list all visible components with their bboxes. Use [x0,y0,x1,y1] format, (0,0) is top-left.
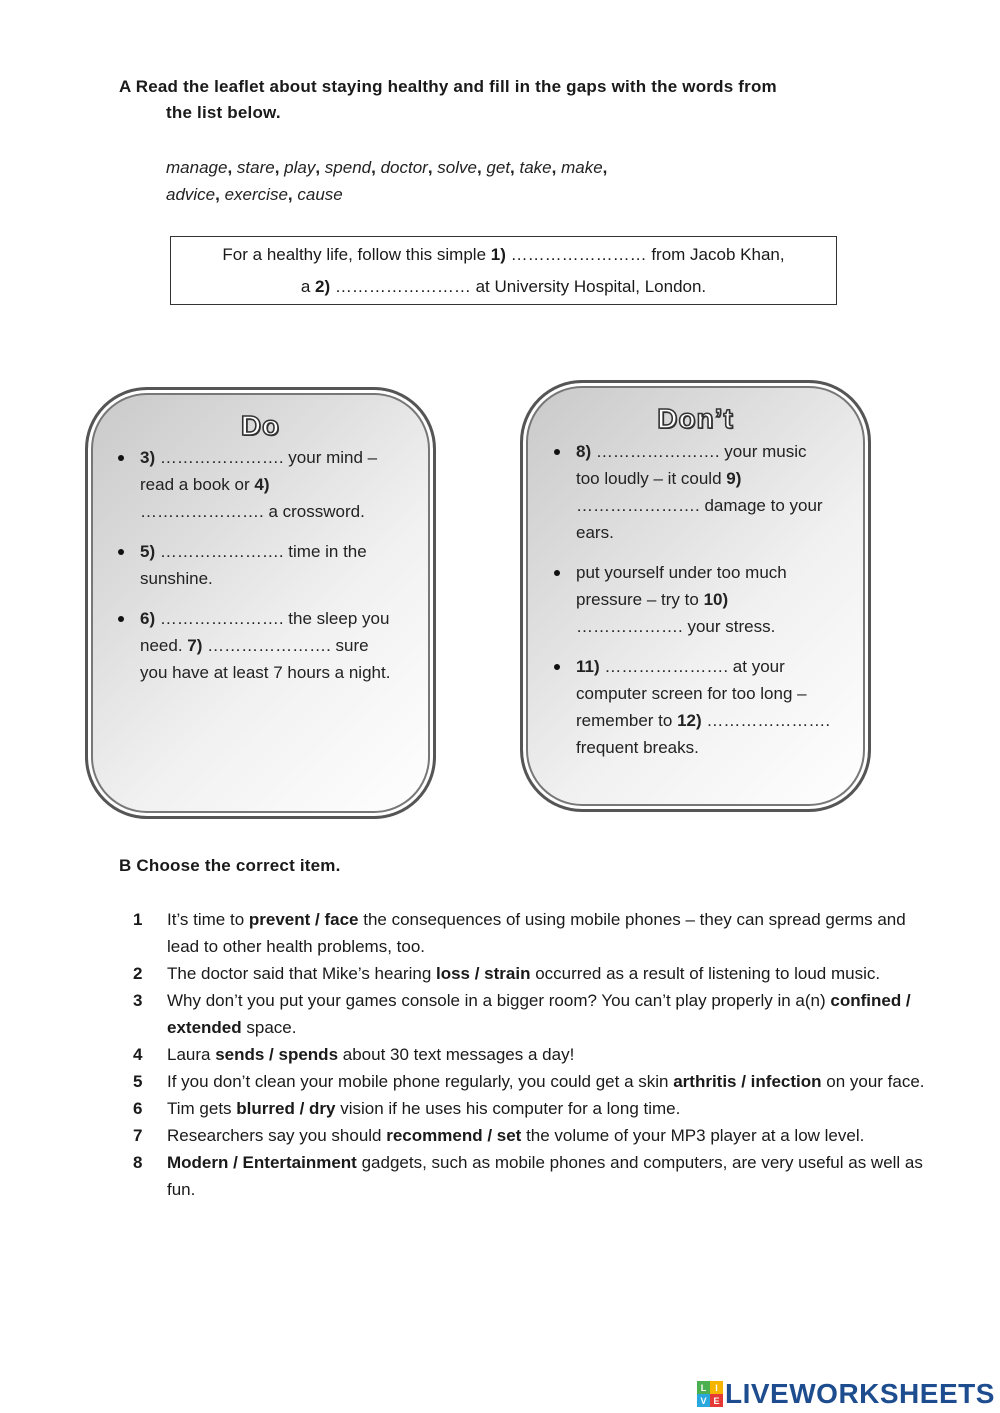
gap-3[interactable]: …………………. your mind – read a book or [140,448,378,494]
do-card-title: Do [240,410,281,441]
word-item: manage [166,158,228,177]
choice-options[interactable]: blurred / dry [236,1099,336,1118]
gap-number: 2) [315,277,331,296]
word-item: solve [437,158,477,177]
list-item: 3) …………………. your mind – read a book or 4) …………………. a crossword. [116,444,396,525]
list-item: put yourself under too much pressure – try to 10) ………………. your stress. [552,559,832,640]
list-item: 5) …………………. time in the sunshine. [116,538,396,592]
choice-options[interactable]: loss / strain [436,964,531,983]
word-item: make [561,158,603,177]
word-item: take [519,158,552,177]
section-a-heading [119,74,949,126]
choice-list [119,906,931,1203]
choice-item: 3 Why don’t you put your games console in a bigger room? You can’t play properly in a(n) confined / extended space. [133,991,911,1037]
do-card [85,387,436,819]
intro-box [170,236,837,305]
gap-12[interactable]: …………………. frequent breaks. [576,711,831,757]
dont-card [520,380,871,812]
list-item: 6) …………………. the sleep you need. 7) …………………. sure you have at least 7 hours a night. [116,605,396,686]
word-item: exercise [224,185,288,204]
gap-6[interactable]: …………………. the sleep you need. [140,609,390,655]
logo-text: LIVEWORKSHEETS [725,1378,995,1409]
intro-line-1: For a healthy life, follow this simple 1) …………………… from Jacob Khan, [222,245,785,264]
gap-7[interactable]: …………………. sure you have at least 7 hours a night. [140,636,391,682]
choice-options[interactable]: confined / extended [167,991,911,1037]
section-a-heading-line2: the list below. [166,103,281,122]
liveworksheets-logo[interactable] [697,1378,995,1410]
gap-4[interactable]: …………………. a crossword. [140,502,365,521]
list-item: 11) …………………. at your computer screen for too long – remember to 12) …………………. frequent breaks. [552,653,832,761]
choice-options[interactable]: arthritis / infection [673,1072,822,1091]
gap-10[interactable]: ………………. your stress. [576,617,776,636]
list-item: 8) …………………. your music too loudly – it could 9) …………………. damage to your ears. [552,438,832,546]
choice-item: 1 It’s time to prevent / face the consequences of using mobile phones – they can spread germs and lead to other health problems, too. [133,910,906,956]
gap-9[interactable]: …………………. damage to your ears. [576,496,823,542]
do-list [116,444,396,686]
logo-mark-icon: L I V E [697,1381,723,1407]
dont-card-title: Don’t [657,403,734,434]
intro-line-2: a 2) …………………… at University Hospital, London. [300,277,707,296]
choice-item: 7 Researchers say you should recommend / set the volume of your MP3 player at a low level. [133,1126,865,1145]
gap-11[interactable]: …………………. at your computer screen for too long – remember to [576,657,807,730]
choice-item: 5 If you don’t clean your mobile phone regularly, you could get a skin arthritis / infection on your face. [133,1072,925,1091]
section-b-heading: B Choose the correct item. [119,856,341,875]
choice-options[interactable]: sends / spends [215,1045,339,1064]
word-item: cause [297,185,343,204]
word-item: stare [236,158,275,177]
word-item: spend [324,158,372,177]
gap-5[interactable]: …………………. time in the sunshine. [140,542,367,588]
gap-1[interactable]: …………………… from Jacob Khan, [505,245,785,264]
choice-item: 6 Tim gets blurred / dry vision if he uses his computer for a long time. [133,1099,681,1118]
gap-number: 1) [490,245,506,264]
word-item: get [486,158,511,177]
gap-2[interactable]: …………………… at University Hospital, London. [330,277,707,296]
dont-list [552,438,832,761]
word-list: manage, stare, play, spend, doctor, solve, get, take, make, advice, exercise, cause [166,158,608,204]
section-a-heading-line1: A Read the leaflet about staying healthy and fill in the gaps with the words from [119,77,777,96]
word-item: advice [166,185,216,204]
gap-8[interactable]: …………………. your music too loudly – it could [576,442,807,488]
choice-item: 2 The doctor said that Mike’s hearing loss / strain occurred as a result of listening to loud music. [133,964,881,983]
choice-item: 8 Modern / Entertainment gadgets, such as mobile phones and computers, are very useful as well as fun. [133,1153,923,1199]
word-item: doctor [380,158,428,177]
choice-options[interactable]: Modern / Entertainment [167,1153,357,1172]
word-item: play [284,158,316,177]
choice-item: 4 Laura sends / spends about 30 text messages a day! [133,1045,575,1064]
choice-options[interactable]: prevent / face [248,910,359,929]
choice-options[interactable]: recommend / set [386,1126,522,1145]
